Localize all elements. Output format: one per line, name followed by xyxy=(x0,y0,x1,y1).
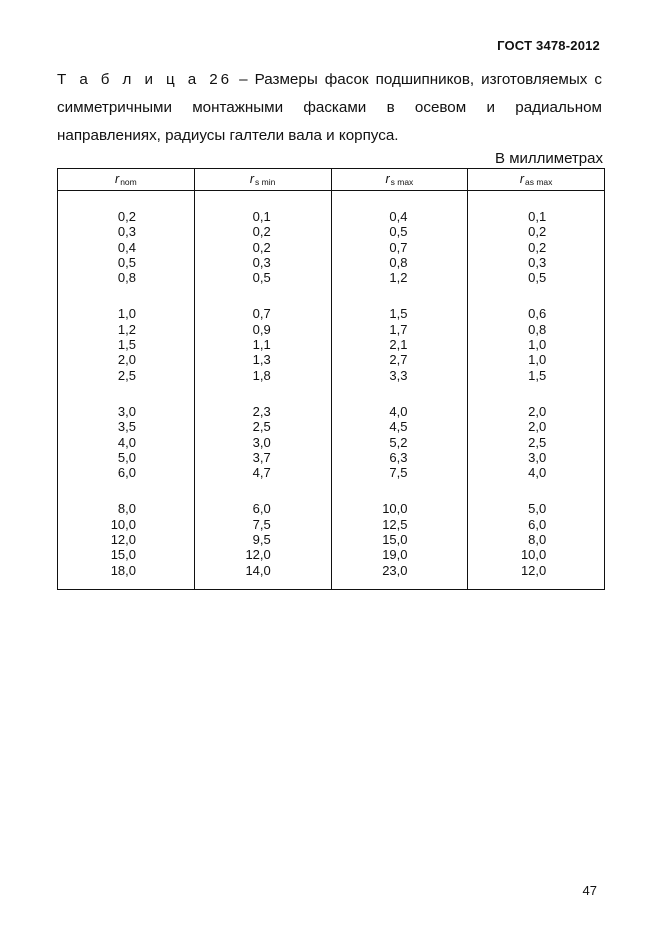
table-cell-value: 0,1 xyxy=(252,209,271,224)
table-cell-value: 2,5 xyxy=(528,434,547,450)
table-cell-value: 6,0 xyxy=(117,465,136,481)
table-cell-value: 2,0 xyxy=(528,419,547,435)
table-cell-value: 2,1 xyxy=(389,337,408,353)
table-cell-value: 19,0 xyxy=(382,547,408,563)
table-cell-value: 2,5 xyxy=(117,367,136,383)
value-group xyxy=(468,488,604,588)
table-cell-value: 3,5 xyxy=(117,419,136,435)
table-cell-value: 1,0 xyxy=(117,306,136,322)
table-cell-value: 0,2 xyxy=(252,239,271,255)
units-note: В миллиметрах xyxy=(495,150,603,167)
table-cell-value: 5,0 xyxy=(117,449,136,465)
table-body-row xyxy=(58,191,605,590)
table-cell-value: 10,0 xyxy=(110,516,136,532)
table-cell-value: 1,7 xyxy=(389,321,408,337)
table-cell-value: 0,3 xyxy=(252,254,271,270)
table-cell-value: 3,0 xyxy=(117,403,136,419)
table-caption-text: – Размеры фасок подшипников, изготовляемых с симметричными монтажными фасками в осевом и радиальном направлениях, радиусы галтели вала и корпуса. xyxy=(57,71,603,144)
table-cell-value: 5,2 xyxy=(389,434,408,450)
value-group xyxy=(195,488,331,588)
table-cell-value: 4,7 xyxy=(252,465,271,481)
table-cell-value: 1,5 xyxy=(389,306,408,322)
table-cell-value: 0,2 xyxy=(117,209,136,224)
table-cell-value: 18,0 xyxy=(110,562,136,578)
column-header-rs-max xyxy=(331,169,468,191)
table-caption-label: Т а б л и ц а 26 xyxy=(57,71,233,88)
column-r-nom xyxy=(58,191,195,590)
table-cell-value: 0,4 xyxy=(117,239,136,255)
table-cell-value: 4,0 xyxy=(528,465,547,481)
table-cell-value: 15,0 xyxy=(382,532,408,548)
column-header-rs-min xyxy=(194,169,331,191)
value-group xyxy=(58,191,194,293)
value-group xyxy=(58,391,194,488)
table-cell-value: 0,5 xyxy=(389,224,408,240)
table-cell-value: 0,5 xyxy=(117,254,136,270)
table-cell-value: 1,3 xyxy=(252,352,271,368)
table-cell-value: 12,5 xyxy=(382,516,408,532)
column-header-subscript: s min xyxy=(255,177,276,187)
column-header-subscript: nom xyxy=(120,177,137,187)
table-cell-value: 15,0 xyxy=(110,547,136,563)
column-header-ras-max xyxy=(468,169,605,191)
table-cell-value: 2,0 xyxy=(528,403,547,419)
table-cell-value: 6,3 xyxy=(389,449,408,465)
table-cell-value: 3,7 xyxy=(252,449,271,465)
value-group xyxy=(468,293,604,390)
table-cell-value: 2,5 xyxy=(252,419,271,435)
table-cell-value: 0,3 xyxy=(528,254,547,270)
table-cell-value: 0,8 xyxy=(117,270,136,286)
chamfer-dimensions-table xyxy=(57,168,605,590)
value-group xyxy=(468,191,604,293)
table-cell-value: 0,6 xyxy=(528,306,547,322)
table-cell-value: 0,8 xyxy=(389,254,408,270)
table-cell-value: 4,5 xyxy=(389,419,408,435)
page-number: 47 xyxy=(582,883,597,898)
table-cell-value: 3,0 xyxy=(252,434,271,450)
table-cell-value: 1,5 xyxy=(117,337,136,353)
column-header-symbol: r xyxy=(115,172,120,186)
table-cell-value: 1,8 xyxy=(252,367,271,383)
table-cell-value: 10,0 xyxy=(382,501,408,517)
table-cell-value: 12,0 xyxy=(110,532,136,548)
column-header-symbol: r xyxy=(249,172,255,186)
value-group xyxy=(332,391,468,488)
column-rs-max xyxy=(331,191,468,590)
table-cell-value: 7,5 xyxy=(252,516,271,532)
column-header-subscript: as max xyxy=(525,177,553,187)
table-cell-value: 0,7 xyxy=(252,306,271,322)
table-cell-value: 0,5 xyxy=(528,270,547,286)
table-cell-value: 10,0 xyxy=(520,547,547,563)
value-group xyxy=(195,293,331,390)
table-cell-value: 0,2 xyxy=(252,224,271,240)
table-cell-value: 1,0 xyxy=(528,337,547,353)
table-cell-value: 0,5 xyxy=(252,270,271,286)
value-group xyxy=(332,293,468,390)
value-group xyxy=(195,191,331,293)
column-rs-min xyxy=(194,191,331,590)
table-cell-value: 14,0 xyxy=(245,562,271,578)
table-cell-value: 1,2 xyxy=(117,321,136,337)
value-group xyxy=(195,391,331,488)
table-cell-value: 0,2 xyxy=(528,239,547,255)
column-header-symbol: r xyxy=(519,172,524,186)
value-group xyxy=(332,191,468,293)
value-group xyxy=(58,293,194,390)
table-cell-value: 0,9 xyxy=(252,321,271,337)
table-cell-value: 8,0 xyxy=(528,532,547,548)
column-header-symbol: r xyxy=(385,172,390,186)
table-cell-value: 4,0 xyxy=(117,434,136,450)
table-cell-value: 2,0 xyxy=(117,352,136,368)
column-header-r-nom xyxy=(58,169,195,191)
table-cell-value: 7,5 xyxy=(389,465,408,481)
table-cell-value: 12,0 xyxy=(245,547,271,563)
table-cell-value: 6,0 xyxy=(528,516,547,532)
table-cell-value: 5,0 xyxy=(528,501,547,517)
table-cell-value: 0,4 xyxy=(389,209,408,224)
column-header-subscript: s max xyxy=(390,177,414,187)
table-cell-value: 0,2 xyxy=(528,224,547,240)
value-group xyxy=(58,488,194,588)
table-cell-value: 1,1 xyxy=(252,337,271,353)
table-cell-value: 9,5 xyxy=(252,532,271,548)
table-cell-value: 4,0 xyxy=(389,403,408,419)
column-ras-max xyxy=(468,191,605,590)
table-cell-value: 23,0 xyxy=(382,562,408,578)
table-header-row xyxy=(58,169,605,191)
table-cell-value: 3,3 xyxy=(389,367,408,383)
standard-number: ГОСТ 3478-2012 xyxy=(497,38,600,53)
table-cell-value: 1,2 xyxy=(389,270,408,286)
table-caption xyxy=(57,66,602,150)
table-cell-value: 1,5 xyxy=(528,367,547,383)
table-cell-value: 0,7 xyxy=(389,239,408,255)
table-cell-value: 8,0 xyxy=(117,501,136,517)
value-group xyxy=(468,391,604,488)
table-cell-value: 6,0 xyxy=(252,501,271,517)
table-cell-value: 0,1 xyxy=(528,209,547,224)
table-cell-value: 12,0 xyxy=(520,562,547,578)
table-cell-value: 2,7 xyxy=(389,352,408,368)
table-cell-value: 2,3 xyxy=(252,403,271,419)
table-cell-value: 1,0 xyxy=(528,352,547,368)
table-cell-value: 0,3 xyxy=(117,224,136,240)
table-cell-value: 3,0 xyxy=(528,449,547,465)
value-group xyxy=(332,488,468,588)
table-cell-value: 0,8 xyxy=(528,321,547,337)
